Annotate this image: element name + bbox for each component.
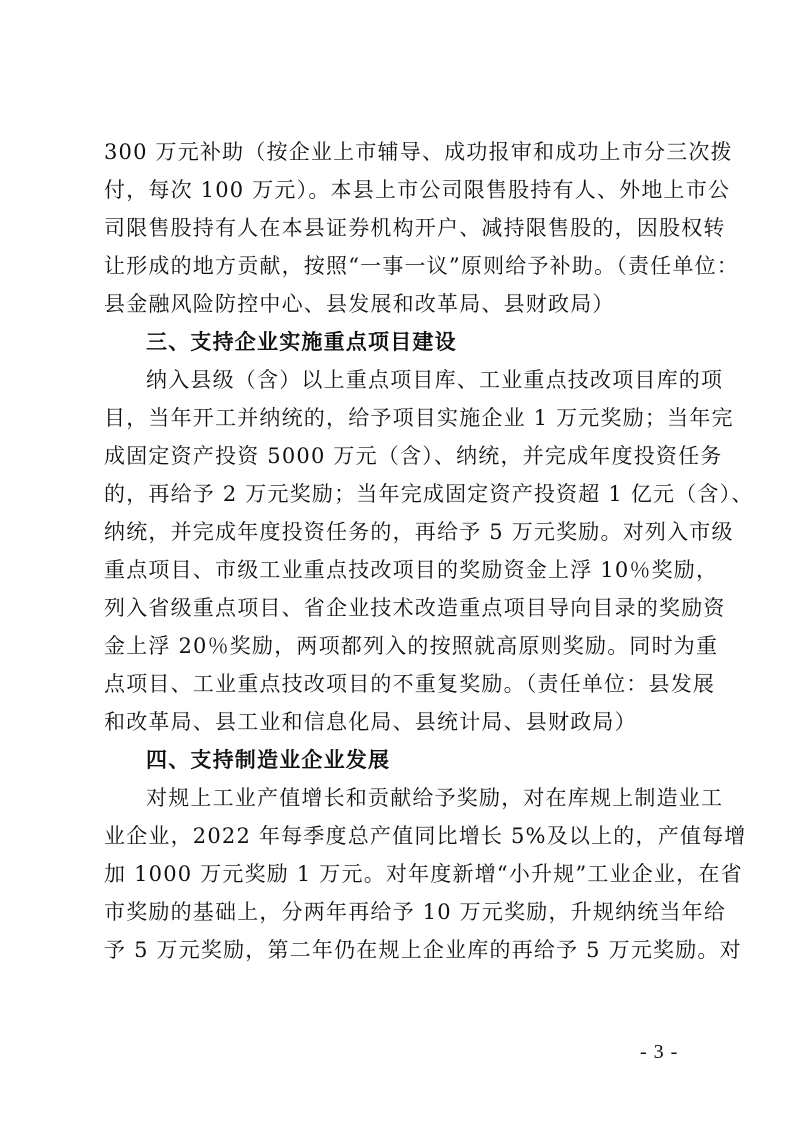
paragraph-line: 对规上工业产值增长和贡献给予奖励，对在库规上制造业工 [146, 786, 724, 810]
paragraph-line: 加 1000 万元奖励 1 万元。对年度新增“小升规”工业企业，在省 [104, 862, 743, 886]
paragraph-line: 付，每次 100 万元）。本县上市公司限售股持有人、外地上市公 [104, 178, 731, 202]
section-heading: 四、支持制造业企业发展 [146, 747, 391, 772]
paragraph-line: 金上浮 20％奖励，两项都列入的按照就高原则奖励。同时为重 [104, 634, 719, 658]
paragraph-line: 让形成的地方贡献，按照“一事一议”原则给予补助。（责任单位： [104, 254, 739, 278]
paragraph-line: 业企业，2022 年每季度总产值同比增长 5%及以上的，产值每增 [104, 824, 747, 848]
paragraph-line: 重点项目、市级工业重点技改项目的奖励资金上浮 10％奖励， [104, 558, 719, 582]
section-heading: 三、支持企业实施重点项目建设 [146, 329, 457, 354]
paragraph-line: 司限售股持有人在本县证券机构开户、减持限售股的，因股权转 [104, 216, 726, 240]
paragraph-line: 纳统，并完成年度投资任务的，再给予 5 万元奖励。对列入市级 [104, 520, 734, 544]
paragraph-line: 和改革局、县工业和信息化局、县统计局、县财政局） [104, 710, 637, 734]
paragraph-line: 列入省级重点项目、省企业技术改造重点项目导向目录的奖励资 [104, 596, 726, 620]
paragraph-line: 县金融风险防控中心、县发展和改革局、县财政局） [104, 292, 615, 316]
paragraph-line: 予 5 万元奖励，第二年仍在规上企业库的再给予 5 万元奖励。对 [104, 938, 742, 962]
paragraph-line: 点项目、工业重点技改项目的不重复奖励。（责任单位：县发展 [104, 672, 716, 696]
paragraph-line: 300 万元补助（按企业上市辅导、成功报审和成功上市分三次拨 [104, 140, 733, 164]
paragraph-line: 纳入县级（含）以上重点项目库、工业重点技改项目库的项 [146, 368, 724, 392]
paragraph-line: 市奖励的基础上，分两年再给予 10 万元奖励，升规纳统当年给 [104, 900, 727, 924]
paragraph-line: 成固定资产投资 5000 万元（含）、纳统，并完成年度投资任务 [104, 444, 723, 468]
paragraph-line: 的，再给予 2 万元奖励；当年完成固定资产投资超 1 亿元（含）、 [104, 482, 754, 506]
page-number: - 3 - [640, 1041, 679, 1063]
paragraph-line: 目，当年开工并纳统的，给予项目实施企业 1 万元奖励；当年完 [104, 406, 734, 430]
